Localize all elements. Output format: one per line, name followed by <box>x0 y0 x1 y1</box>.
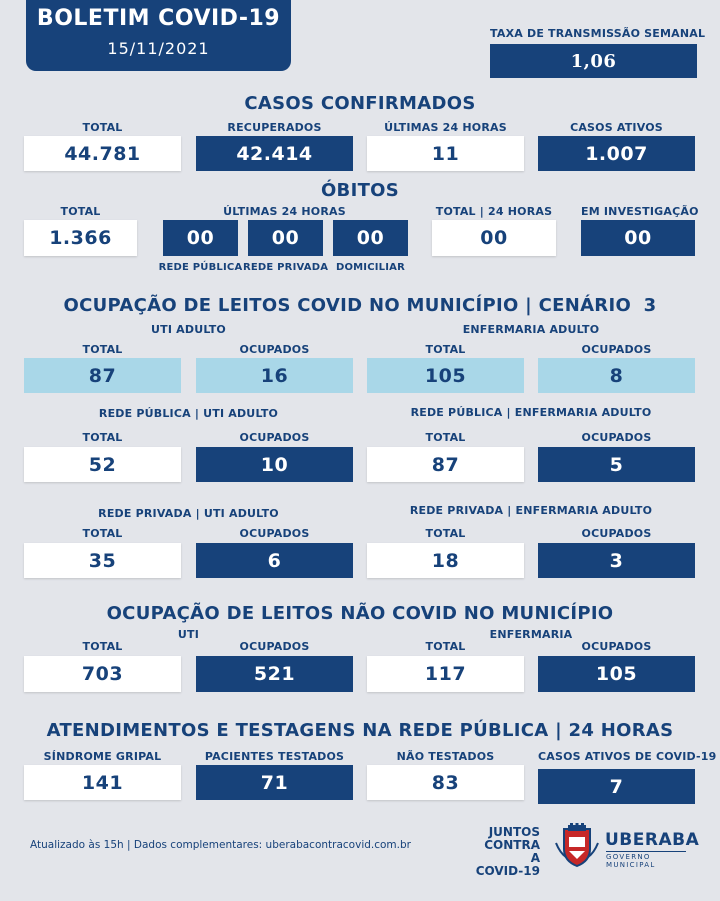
rede-privada-label: REDE PRIVADA <box>243 262 329 273</box>
leitos-covid-title <box>0 295 720 316</box>
bulletin-date: 15/11/2021 <box>107 39 210 58</box>
nc-uti-total-label: TOTAL <box>82 640 123 653</box>
priv-uti-label: REDE PRIVADA | UTI ADULTO <box>98 507 279 520</box>
domiciliar-value: 00 <box>333 220 408 256</box>
atend-ativos-label: CASOS ATIVOS DE COVID-19 <box>538 750 717 763</box>
nao-testados-value: 83 <box>367 765 524 800</box>
priv-enf-total-label: TOTAL <box>425 527 466 540</box>
pub-uti-ocupados-label: OCUPADOS <box>239 431 310 444</box>
casos-total-value: 44.781 <box>24 136 181 171</box>
pub-uti-label: REDE PÚBLICA | UTI ADULTO <box>98 407 279 420</box>
priv-enf-ocupados-label: OCUPADOS <box>581 527 652 540</box>
obitos-total-label: TOTAL <box>60 205 101 218</box>
nao-testados-label: NÃO TESTADOS <box>396 750 495 763</box>
nc-uti-ocupados-label: OCUPADOS <box>239 640 310 653</box>
priv-uti-total-value: 35 <box>24 543 181 578</box>
governo-municipal: GOVERNO MUNICIPAL <box>606 851 686 869</box>
uberaba-city-name: UBERABA <box>605 830 700 850</box>
obitos-title: ÓBITOS <box>320 180 400 201</box>
uti-total-value: 87 <box>24 358 181 393</box>
nc-enf-ocupados-label: OCUPADOS <box>581 640 652 653</box>
uti-ocupados-value: 16 <box>196 358 353 393</box>
casos-ativos-value: 1.007 <box>538 136 695 171</box>
nc-uti-ocupados-value: 521 <box>196 656 353 692</box>
rede-privada-value: 00 <box>248 220 323 256</box>
sindrome-value: 141 <box>24 765 181 800</box>
nc-uti-total-value: 703 <box>24 656 181 692</box>
nc-enf-ocupados-value: 105 <box>538 656 695 692</box>
taxa-value: 1,06 <box>490 44 697 78</box>
total24-value: 00 <box>432 220 556 256</box>
recuperados-label: RECUPERADOS <box>227 121 322 134</box>
priv-uti-total-label: TOTAL <box>82 527 123 540</box>
enf-ocupados-value: 8 <box>538 358 695 393</box>
bulletin-title: BOLETIM COVID-19 <box>36 6 281 31</box>
juntos-line2: CONTRA A <box>484 838 540 865</box>
nc-enf-total-label: TOTAL <box>425 640 466 653</box>
pub-uti-ocupados-value: 10 <box>196 447 353 482</box>
footer-updated: Atualizado às 15h | Dados complementares: uberabacontracovid.com.br <box>30 839 411 851</box>
enf-adulto-label: ENFERMARIA ADULTO <box>462 323 600 336</box>
priv-enf-label: REDE PRIVADA | ENFERMARIA ADULTO <box>409 504 653 517</box>
priv-uti-ocupados-value: 6 <box>196 543 353 578</box>
obitos-ultimas-label: ÚLTIMAS 24 HORAS <box>223 205 346 218</box>
atendimentos-title: ATENDIMENTOS E TESTAGENS NA REDE PÚBLICA | 24 HORAS <box>46 720 674 741</box>
enf-ocupados-label: OCUPADOS <box>581 343 652 356</box>
leitos-nao-covid-title: OCUPAÇÃO DE LEITOS NÃO COVID NO MUNICÍPIO <box>106 603 614 624</box>
uti-ocupados-label: OCUPADOS <box>239 343 310 356</box>
nc-enf-total-value: 117 <box>367 656 524 692</box>
pub-enf-total-value: 87 <box>367 447 524 482</box>
nc-enf-label: ENFERMARIA <box>489 628 573 641</box>
priv-uti-ocupados-label: OCUPADOS <box>239 527 310 540</box>
pub-uti-total-value: 52 <box>24 447 181 482</box>
domiciliar-label: DOMICILIAR <box>335 262 406 273</box>
leitos-covid-title-text: OCUPAÇÃO DE LEITOS COVID NO MUNICÍPIO | CENÁRIO <box>63 295 632 316</box>
pub-uti-total-label: TOTAL <box>82 431 123 444</box>
pub-enf-label: REDE PÚBLICA | ENFERMARIA ADULTO <box>410 406 652 419</box>
ultimas24-label: ÚLTIMAS 24 HORAS <box>384 121 507 134</box>
juntos-line1: JUNTOS <box>488 825 540 839</box>
recuperados-value: 42.414 <box>196 136 353 171</box>
casos-total-label: TOTAL <box>82 121 123 134</box>
priv-enf-ocupados-value: 3 <box>538 543 695 578</box>
casos-ativos-label: CASOS ATIVOS <box>570 121 663 134</box>
testados-label: PACIENTES TESTADOS <box>204 750 345 763</box>
ultimas24-value: 11 <box>367 136 524 171</box>
obitos-total-value: 1.366 <box>24 220 137 256</box>
pub-enf-total-label: TOTAL <box>425 431 466 444</box>
nc-uti-label: UTI <box>177 628 200 641</box>
atend-ativos-value: 7 <box>538 769 695 804</box>
uti-adulto-label: UTI ADULTO <box>151 323 226 336</box>
pub-enf-ocupados-label: OCUPADOS <box>581 431 652 444</box>
cenario-value: 3 <box>643 295 657 316</box>
enf-total-value: 105 <box>367 358 524 393</box>
juntos-logo <box>474 826 540 878</box>
rede-publica-value: 00 <box>163 220 238 256</box>
header-banner <box>26 0 291 71</box>
taxa-label: TAXA DE TRANSMISSÃO SEMANAL <box>490 27 706 40</box>
uberaba-crest-icon <box>554 823 600 869</box>
testados-value: 71 <box>196 765 353 800</box>
rede-publica-label: REDE PÚBLICA <box>158 262 243 273</box>
total24-label: TOTAL | 24 HORAS <box>435 205 553 218</box>
uti-total-label: TOTAL <box>82 343 123 356</box>
juntos-line3: COVID-19 <box>475 864 540 878</box>
casos-title: CASOS CONFIRMADOS <box>244 93 476 114</box>
sindrome-label: SÍNDROME GRIPAL <box>43 750 162 763</box>
priv-enf-total-value: 18 <box>367 543 524 578</box>
pub-enf-ocupados-value: 5 <box>538 447 695 482</box>
enf-total-label: TOTAL <box>425 343 466 356</box>
investigacao-value: 00 <box>581 220 695 256</box>
investigacao-label: EM INVESTIGAÇÃO <box>581 205 699 218</box>
